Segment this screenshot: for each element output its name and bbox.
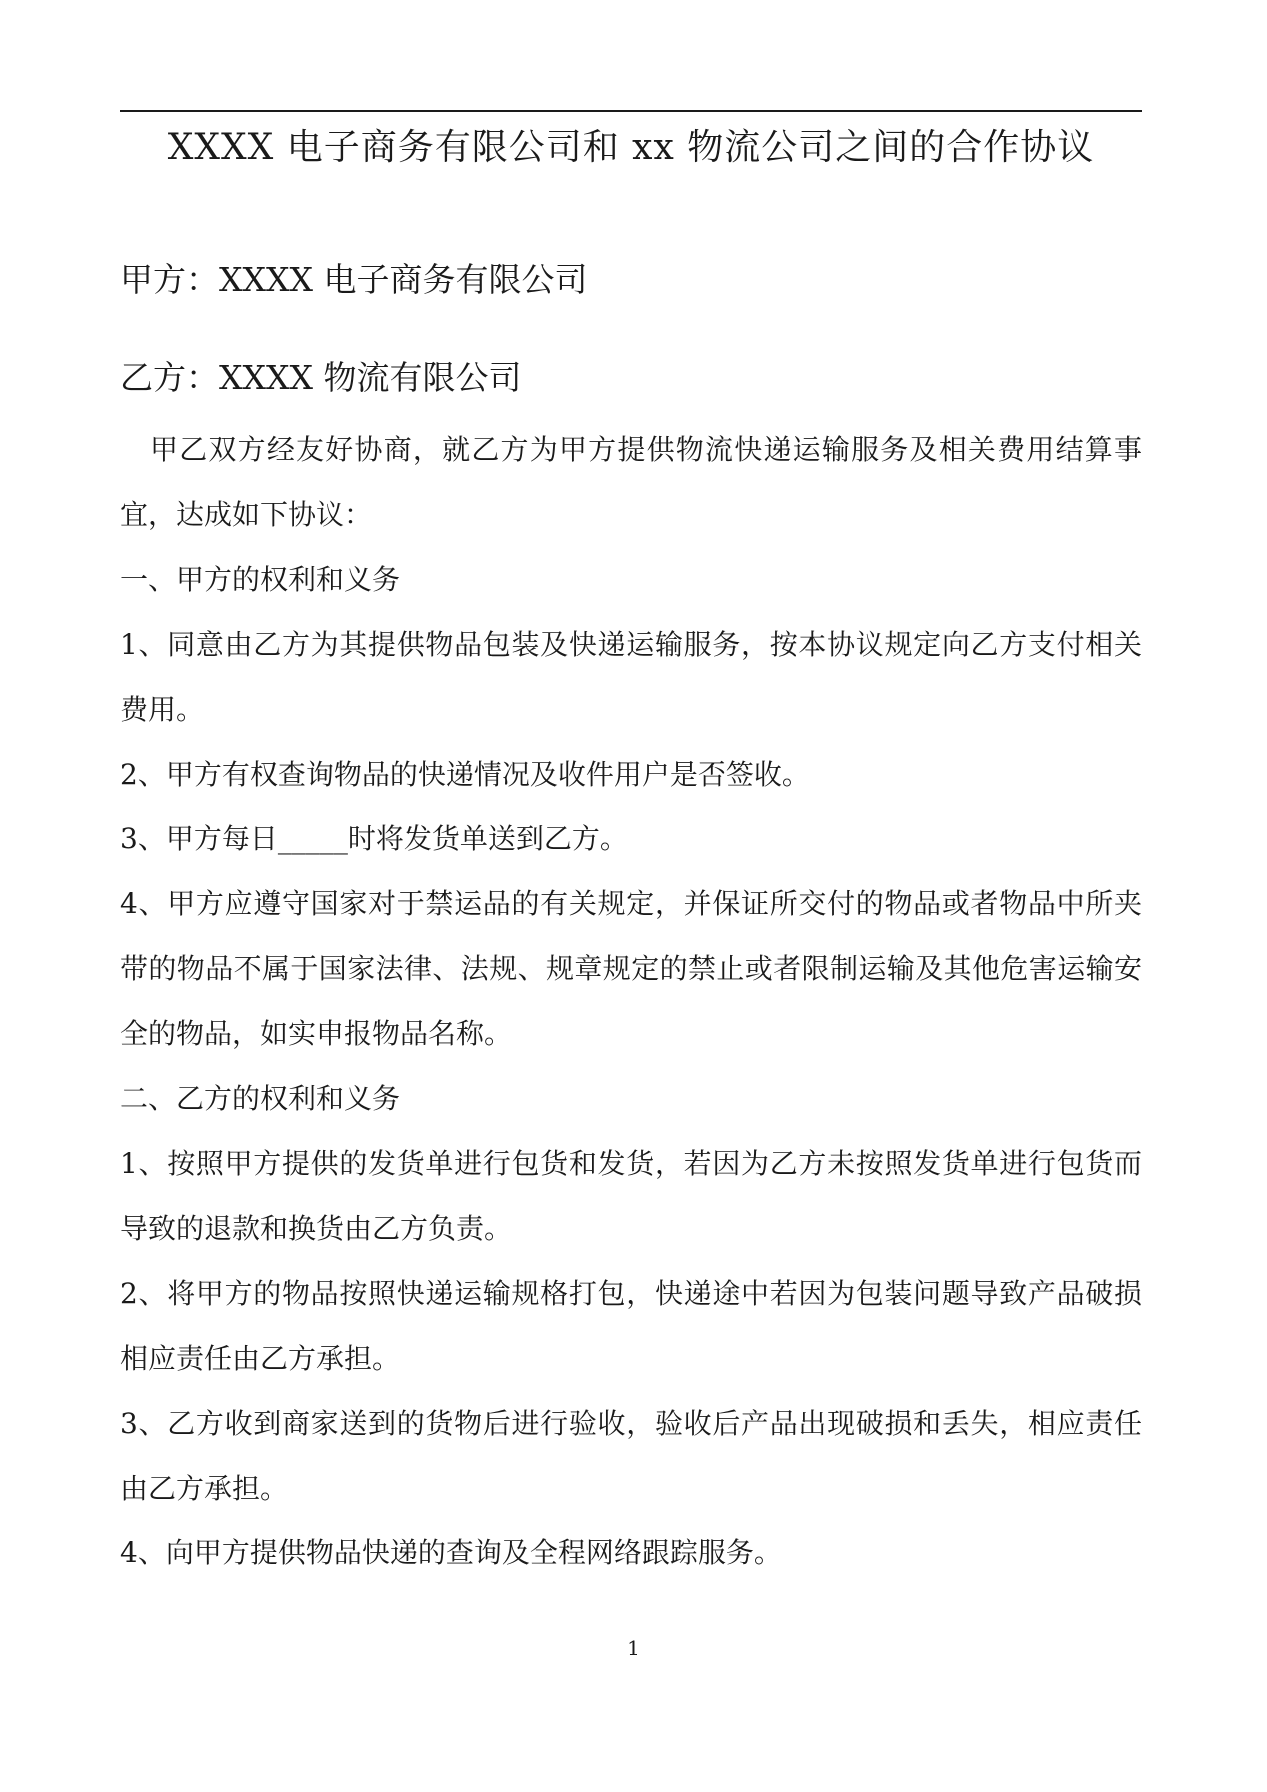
clause-a-3: 3、甲方每日_____时将发货单送到乙方。 <box>120 822 628 856</box>
party-b: 乙方：XXXX 物流有限公司 <box>120 358 522 397</box>
intro-paragraph: 甲乙双方经友好协商，就乙方为甲方提供物流快递运输服务及相关费用结算事宜，达成如下协议： <box>120 433 1142 531</box>
page-number: 1 <box>627 1636 640 1660</box>
party-a: 甲方：XXXX 电子商务有限公司 <box>120 260 588 299</box>
header-rule <box>120 110 1142 112</box>
section-heading-party-b: 二、乙方的权利和义务 <box>120 1082 401 1116</box>
clause-b-4: 4、向甲方提供物品快递的查询及全程网络跟踪服务。 <box>120 1536 782 1570</box>
document-title: XXXX 电子商务有限公司和 xx 物流公司之间的合作协议 <box>167 127 1095 168</box>
clause-b-1: 1、按照甲方提供的发货单进行包货和发货，若因为乙方未按照发货单进行包货而导致的退款和换货由乙方负责。 <box>120 1146 1142 1245</box>
section-heading-party-a: 一、甲方的权利和义务 <box>120 562 401 596</box>
clause-a-2: 2、甲方有权查询物品的快递情况及收件用户是否签收。 <box>120 757 810 791</box>
clause-b-3: 3、乙方收到商家送到的货物后进行验收，验收后产品出现破损和丢失，相应责任由乙方承担。 <box>120 1406 1142 1505</box>
agreement-body <box>120 418 1142 1586</box>
clause-a-4: 4、甲方应遵守国家对于禁运品的有关规定，并保证所交付的物品或者物品中所夹带的物品不属于国家法律、法规、规章规定的禁止或者限制运输及其他危害运输安全的物品，如实申报物品名称。 <box>120 887 1142 1051</box>
clause-a-1: 1、同意由乙方为其提供物品包装及快递运输服务，按本协议规定向乙方支付相关费用。 <box>120 627 1142 726</box>
clause-b-2: 2、将甲方的物品按照快递运输规格打包，快递途中若因为包装问题导致产品破损相应责任由乙方承担。 <box>120 1276 1142 1375</box>
